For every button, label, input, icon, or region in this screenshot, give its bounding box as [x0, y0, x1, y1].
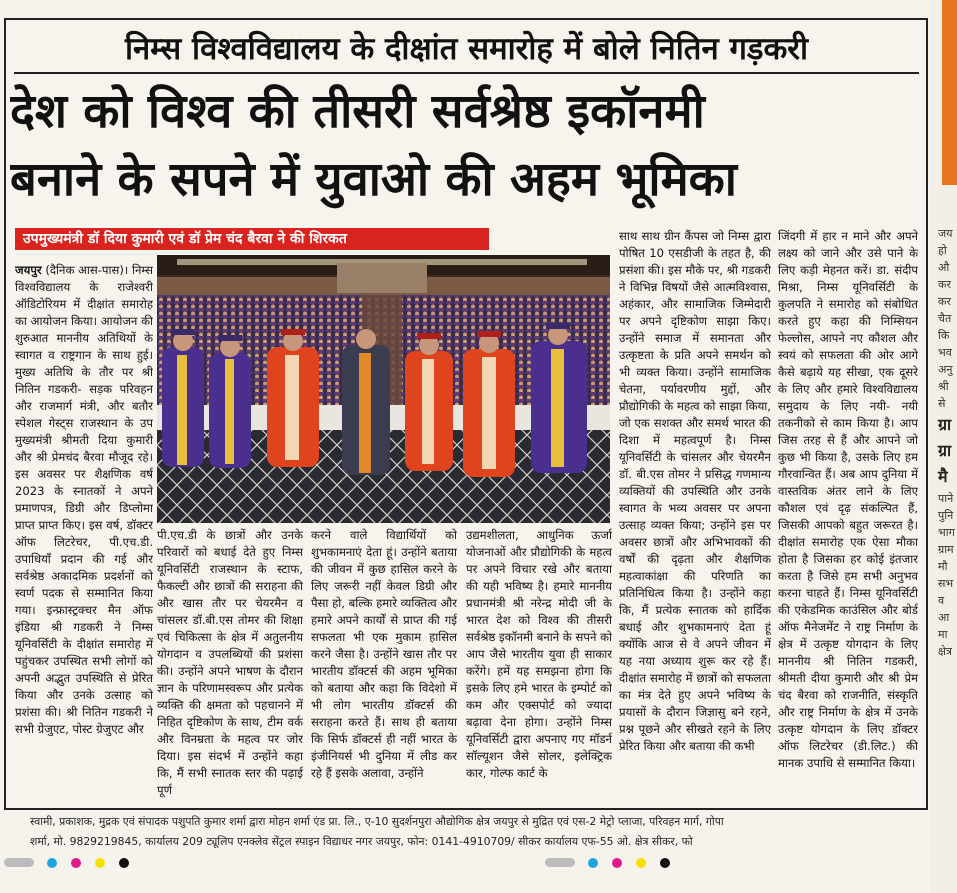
cyan-mark — [47, 858, 57, 868]
subheadline-banner: उपमुख्यमंत्री डॉ दिया कुमारी एवं डॉ प्रेम चंद बैरवा ने की शिरकत — [15, 228, 489, 250]
cyan-mark — [588, 858, 598, 868]
article-column-4 — [466, 527, 612, 807]
yellow-mark — [636, 858, 646, 868]
article-column-1 — [15, 262, 153, 807]
adjacent-page-strip — [930, 0, 957, 893]
headline-line-2: बनाने के सपने में युवाओ की अहम भूमिका — [10, 152, 737, 207]
column-5-text: साथ साथ ग्रीन कैंपस जो निम्स द्वारा पोषित 10 एसडीजी के तहत है, की प्रसंशा की। इस मौके पर, श्री गडकरी ने विभिन्न विषयों जैसे आत्मविश्वास, अहंकार, और सामाजिक जिम्मेदारी पर अपने दृष्टिकोण साझा किए। उन्होंने समाज में समानता और उत्कृष्टता के प्रति अपने समर्थन को भी व्यक्त किया। उन्होंने सामाजिक चेतना, पर्यावरणीय मुद्दों, और प्रौद्योगिकी के महत्व को साझा किया, जो एक सशक्त और समर्थ भारत की दिशा में महत्वपूर्ण है। निम्स यूनिवर्सिटी के चांसलर और चेयरमैन डॉ. बी.एस तोमर ने प्रसिद्ध गणमान्य व्यक्तियों की उपस्थिति और उनके स्वागत के भव्य अवसर पर अपना उत्साह व्यक्त किया; उन्होंने इस पर अवसर छात्रों और अभिभावकों की वर्षों की दृढ़ता और शैक्षणिक महत्वाकांक्षा की परिणति का प्रतिनिधित्व किया है। उन्होंने कहा कि, मैं प्रत्येक स्नातक को हार्दिक बधाई और शुभकामनाएं देता हूं क्योंकि आज से वे अपने जीवन में यह नया अध्याय शुरू कर रहे हैं। दीक्षांत समारोह में छात्रों को सफलता का मंत्र देते हुए अपने भविष्य के प्रयासों के दौरान जिज्ञासु बने रहने, प्रश्न पूछने और सीखते रहने के लिए प्रेरित किया और बताया की कभी — [619, 229, 771, 753]
imprint-line-2: शर्मा, मो. 9829219845, कार्यालय 209 ट्यूलिप एनक्लेव सेंट्रल स्पाइन विद्याधर नगर जयपुर, फोन: 0141-4910709/ सीकर कार्यालय एफ-55 ओ. क्षेत्र सीकर, फो — [30, 835, 693, 848]
convocation-photo — [157, 255, 610, 523]
adjacent-heading: ग्रा ग्रा मै — [938, 415, 952, 486]
column-6-text: जिंदगी में हार न माने और अपने लक्ष्य को जाने और उसे पाने के लिए कड़ी मेहनत करें। डा. संदीप मिश्रा, निम्स यूनिवर्सिटी के कुलपति ने समारोह को संबोधित करते हुए कहा की निम्सियन फेल्लोस, आपने नए कौशल और स्वयं को सफलता की ओर आगे कैसे बढ़ाये यह सीखा, एक दूसरे के लिए और हमारे विश्वविद्यालय समुदाय के लिए नयी- नयी तकनीको से काम किया है। आप जिस तरह से हैं और आपने जो कुछ भी किया है, उसके लिए हम गौरवान्वित हैं। अब आप दुनिया में वास्तविक अंतर लाने के लिए कौशल एवं दृढ़ संकल्पित हैं, जिसकी आपको बहुत जरूरत है। दीक्षांत समारोह एक ऐसा मौका होता है जिसका हर कोई इंतजार करता है जिसे हम सभी अनुभव करना चाहते हैं। निम्स यूनिवर्सिटी की एकेडमिक काउंसिल और बोर्ड ऑफ मैनेजमेंट ने राष्ट्र निर्माण के क्षेत्र में उत्कृष्ट योगदान के लिए माननीय श्री नितिन गडकरी, श्रीमती दीया कुमारी और श्री प्रेम चंद बैरवा को राजनीति, संस्कृति और राष्ट्र निर्माण के क्षेत्र में उनके उत्कृष्ट योगदान के लिए डॉक्टर ऑफ लिटरेचर (डी.लिट.) की मानक उपाधि से सम्मानित किया। — [778, 229, 918, 770]
article-column-2 — [157, 527, 303, 807]
adjacent-text — [938, 225, 957, 660]
adjacent-text-top: जय हो औ कर कर चैत कि भव अनु श्री से — [938, 227, 953, 410]
imprint-footer — [0, 812, 957, 854]
column-2-text: पी.एच.डी के छात्रों और उनके परिवारों को बधाई देते हुए निम्स यूनिवर्सिटी राजस्थान के स्टाफ, फैकल्टी और छात्रों की सराहना की और खास तौर पर चेयरमैन व चांसलर डॉ.बी.एस तोमर की शिक्षा एवं चिकित्सा के क्षेत्र में अतुलनीय योगदान व उपलब्धियों की प्रशंसा की। उन्होंने अपने भाषण के दौरान ज्ञान के परिणामस्वरूप और प्रत्येक व्यक्ति की क्षमता को पहचानने में निहित दृष्टिकोण के साथ, टीम वर्क और विनम्रता के महत्व पर जोर दिया। इस संदर्भ में उन्होंने कहा कि, मैं सभी स्नातक स्तर की पढ़ाई पूर्ण — [157, 528, 303, 797]
kicker-headline: निम्स विश्वविद्यालय के दीक्षांत समारोह में बोले नितिन गड़करी — [14, 24, 919, 74]
article-column-3 — [311, 527, 457, 807]
headline-line-1: देश को विश्व की तीसरी सर्वश्रेष्ठ इकॉनमी — [10, 84, 705, 139]
adjacent-text-bottom: पाने पुनि भाग ग्राम मौ सभ व आ मा क्षेत्र — [938, 492, 955, 658]
registration-bar — [545, 858, 575, 867]
black-mark — [119, 858, 129, 868]
magenta-mark — [612, 858, 622, 868]
column-3-text: करने वाले विद्यार्थियों को शुभकामनाएं देता हूं। उन्होंने बताया की जीवन में कुछ हासिल करने के लिए जरूरी नहीं केवल डिग्री और पैसा हो, बल्कि हमारे व्यक्तित्व और हमारे अपने कार्यों से प्राप्त की गई सफलता भी एक मुकाम हासिल करने जैसा है। उन्होंने खास तौर पर भारतीय डॉक्टर्स की अहम भूमिका को बताया और कहा कि विदेशो में भी लोग भारतीय डॉक्टर्स की सराहना करते हैं। साथ ही बताया कि सिर्फ डॉक्टर्स ही नहीं भारत के इंजीनियर्स भी दुनिया में लीड कर रहे हैं इसके अलावा, उन्होंने — [311, 528, 457, 780]
column-4-text: उद्यमशीलता, आधुनिक ऊर्जा योजनाओं और प्रौद्योगिकी के महत्व पर अपने विचार रखे और बताया की यही भविष्य है। हमारे माननीय प्रधानमंत्री श्री नरेन्द्र मोदी जी के भारत देश को विश्व की तीसरी सर्वश्रेष्ठ इकॉनमी बनाने के सपने को आप जैसे भारतीय युवा ही साकार करेंगे। हमें यह समझना होगा कि इसके लिए हमे भारत के इम्पोर्ट को कम और एक्सपोर्ट को ज्यादा बढ़ावा देना होगा। उन्होंने निम्स यूनिवर्सिटी द्वारा अपनाए गए मॉडर्न सॉल्यूशन जैसे सोलर, इलेक्ट्रिक कार, गोल्फ कार्ट के — [466, 528, 612, 780]
dateline: जयपुर — [15, 263, 42, 277]
adjacent-ad-block — [942, 0, 957, 185]
imprint-line-1: स्वामी, प्रकाशक, मुद्रक एवं संपादक पशुपति कुमार शर्मा द्वारा मोहन शर्मा एंड प्रा. लि., ए-10 सुदर्शनपुरा औद्योगिक क्षेत्र जयपुर से मुद्रित एवं एस-2 मेट्रो प्लाजा, परिवहन मार्ग, गोपा — [30, 815, 724, 828]
main-headline — [10, 78, 920, 214]
article-column-6 — [778, 228, 918, 807]
registration-marks-right — [545, 852, 679, 864]
yellow-mark — [95, 858, 105, 868]
column-1-text: निम्स विश्वविद्यालय के राजेश्वरी ऑडिटोरियम में दीक्षांत समारोह का आयोजन किया। आयोजन की शुरुआत माननीय अतिथियों के स्वागत व राष्ट्रगान के साथ हुई। मुख्य अतिथि के तौर पर श्री नितिन गडकरी- सड़क परिवहन और राजमार्ग मंत्री, और बतौर स्पेशल गेस्ट्स राजस्थान के उप मुख्यमंत्री श्रीमती दिया कुमारी और श्री प्रेमचंद बैरवा मौजूद रहे। इस अवसर पर शैक्षणिक वर्ष 2023 के स्नातकों ने अपने प्रमाणपत्र, डिग्री और डिप्लोमा प्राप्त प्राप्त किए। इस वर्ष, डॉक्टर ऑफ लिटरेचर, पी.एच.डी. उपाधियाँ प्रदान की गई और सर्वश्रेष्ठ अकादमिक प्रदर्शनों को स्वर्ण पदक से सम्मानित किया गया। इन्फ्रास्ट्रक्चर मैन ऑफ इंडिया श्री गडकरी ने निम्स यूनिवर्सिटी के दीक्षांत समारोह में पहुंचकर उपस्थित सभी लोगों को अपनी अद्भुत उपस्थिति से प्रेरित किया और उनके उत्साह को प्रशंसा की। श्री नितिन गडकरी ने सभी ग्रेजुएट, पोस्ट ग्रेजुएट और — [15, 263, 153, 736]
dateline-source: (दैनिक आस-पास)। — [45, 263, 129, 277]
registration-bar — [4, 858, 34, 867]
registration-marks-left — [4, 852, 138, 864]
black-mark — [660, 858, 670, 868]
magenta-mark — [71, 858, 81, 868]
article-column-5 — [619, 228, 771, 807]
